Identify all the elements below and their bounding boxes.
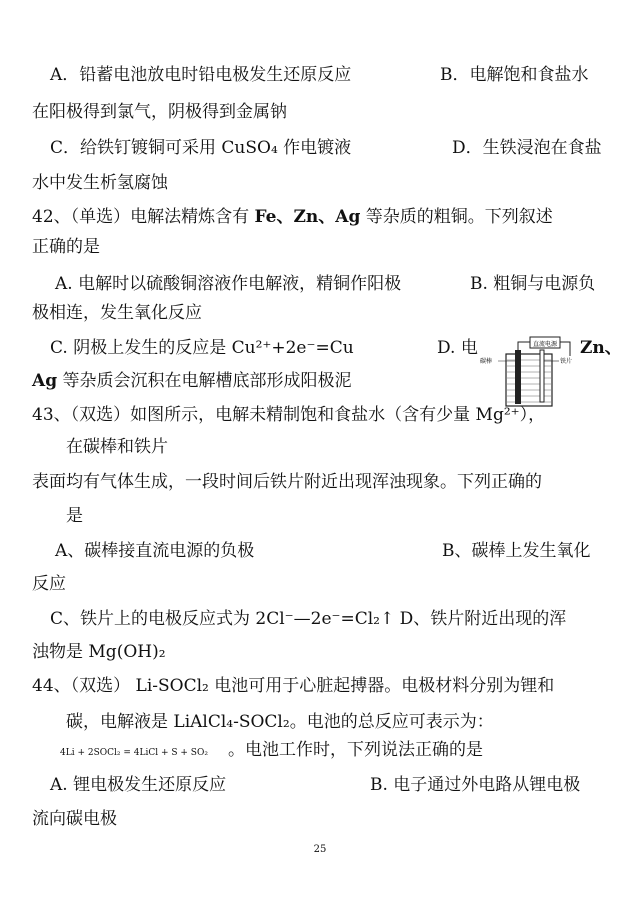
option-text: A．铅蓄电池放电时铅电极发生还原反应	[50, 65, 352, 85]
text-continuation: 极相连，发生氧化反应	[32, 303, 202, 323]
electrolysis-diagram	[478, 336, 578, 408]
question-text-part: 42、（单选）电解法精炼含有	[32, 207, 255, 227]
option-text: Zn、	[580, 338, 622, 358]
text-continuation: 正确的是	[32, 237, 100, 257]
page-number: 25	[313, 844, 327, 855]
option-text: B．电解饱和食盐水	[440, 65, 589, 85]
text-continuation: 在阳极得到氯气，阴极得到金属钠	[32, 102, 287, 122]
option-text: A. 电解时以硫酸铜溶液作电解液，精铜作阳极	[55, 274, 402, 294]
option-text: A. 锂电极发生还原反应	[50, 775, 227, 795]
option-text: C、铁片上的电极反应式为 2Cl⁻—2e⁻=Cl₂↑ D、铁片附近出现的浑	[50, 609, 567, 629]
text-continuation: 。电池工作时，下列说法正确的是	[228, 740, 483, 760]
element-symbol: Ag	[32, 371, 58, 391]
option-text: B、碳棒上发生氧化	[442, 541, 591, 561]
text-continuation: 水中发生析氢腐蚀	[32, 173, 168, 193]
option-text: D. 电	[437, 338, 478, 358]
power-label: 直流电源	[532, 341, 558, 348]
impurity-list: Fe、Zn、Ag	[254, 207, 361, 227]
option-text: B. 粗铜与电源负	[470, 274, 596, 294]
question-text: 44、（双选） Li-SOCl₂ 电池可用于心脏起搏器。电极材料分别为锂和	[32, 676, 555, 696]
text-continuation: 在碳棒和铁片	[66, 437, 168, 457]
text-continuation	[32, 370, 351, 392]
text-part: 等杂质会沉积在电解槽底部形成阳极泥	[57, 371, 352, 391]
battery-equation: 4Li + 2SOCl₂ = 4LiCl + S + SO₂	[60, 748, 208, 758]
iron-sheet-label: 铁片	[560, 358, 573, 365]
text-continuation: 表面均有气体生成，一段时间后铁片附近出现浑浊现象。下列正确的	[32, 472, 542, 492]
question-text-part: 等杂质的粗铜。下列叙述	[360, 207, 553, 227]
question-text	[32, 206, 553, 228]
carbon-rod-label: 碳棒	[480, 358, 493, 365]
option-text: D．生铁浸泡在食盐	[452, 138, 602, 158]
option-text: C. 阴极上发生的反应是 Cu²⁺+2e⁻=Cu	[50, 338, 354, 358]
text-continuation: 流向碳电极	[32, 809, 117, 829]
text-continuation: 反应	[32, 574, 66, 594]
option-text: B. 电子通过外电路从锂电极	[370, 775, 581, 795]
option-text: C．给铁钉镀铜可采用 CuSO₄ 作电镀液	[50, 138, 352, 158]
question-text: 43、（双选）如图所示，电解未精制饱和食盐水（含有少量 Mg²⁺），	[32, 405, 546, 425]
text-continuation: 浊物是 Mg(OH)₂	[32, 642, 166, 662]
text-continuation: 碳，电解液是 LiAlCl₄-SOCl₂。电池的总反应可表示为：	[66, 712, 494, 732]
option-text: A、碳棒接直流电源的负极	[55, 541, 255, 561]
text-continuation: 是	[66, 506, 83, 526]
